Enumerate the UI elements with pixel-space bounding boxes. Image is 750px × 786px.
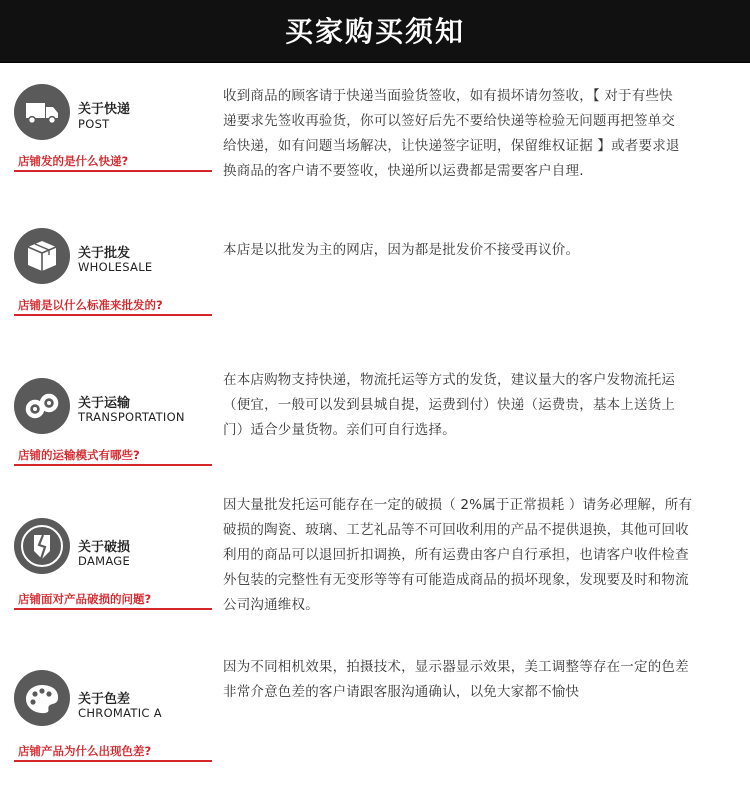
- section-question: 店铺面对产品破损的问题?: [18, 592, 152, 606]
- section-title-en: TRANSPORTATION: [78, 410, 185, 424]
- red-divider: [14, 314, 212, 316]
- section-question: 店铺发的是什么快递?: [18, 154, 129, 168]
- truck-icon: [14, 84, 70, 140]
- broken-shield-icon: [14, 518, 70, 574]
- section-title-en: WHOLESALE: [78, 260, 153, 274]
- section-description: 因大量批发托运可能存在一定的破损（ 2%属于正常损耗 ）请务必理解，所有 破损的陶瓷、玻璃、工艺礼品等不可回收利用的产品不提供退换，其他可回收 利用的商品可以退回折扣调换，所有运费由客户自行承担，也请客户收件检查 外包装的完整性有无变形等等有可能造成商品的损坏现象，发现要及时和物流 公司沟通维权。: [223, 497, 693, 613]
- red-divider: [14, 608, 212, 610]
- section-title-en: POST: [78, 117, 110, 131]
- section-title-cn: 关于批发: [78, 246, 131, 261]
- section-question: 店铺的运输模式有哪些?: [18, 448, 140, 462]
- red-divider: [14, 170, 212, 172]
- transport-link-icon: [14, 378, 70, 434]
- section-title-cn: 关于快递: [78, 102, 131, 117]
- page-title: 买家购买须知: [284, 15, 465, 48]
- section-description: 在本店购物支持快递，物流托运等方式的发货，建议量大的客户发物流托运 （便宜，一般可以发到县城自提，运费到付）快递（运费贵，基本上送货上 门）适合少量货物。亲们可自行选择。: [223, 372, 676, 438]
- section-title-cn: 关于运输: [78, 396, 131, 411]
- box-icon: [14, 228, 70, 284]
- section-title-cn: 关于色差: [78, 692, 131, 707]
- section-title-cn: 关于破损: [78, 540, 131, 555]
- header-banner: [0, 0, 750, 63]
- section-question: 店铺产品为什么出现色差?: [18, 744, 152, 758]
- section-description: 因为不同相机效果，拍摄技术，显示器显示效果，美工调整等存在一定的色差 非常介意色差的客户请跟客服沟通确认，以免大家都不愉快: [223, 659, 689, 700]
- section-description: 收到商品的顾客请于快递当面验货签收，如有损坏请勿签收，【 对于有些快 递要求先签收再验货，你可以签好后先不要给快递等检验无问题再把签单交 给快递，如有问题当场解决，让快递签字证明，保留维权证据 】或者要求退 换商品的客户请不要签收，快递所以运费都是需要客户自理.: [223, 88, 680, 179]
- section-title-en: CHROMATIC A: [78, 706, 162, 720]
- section-title-en: DAMAGE: [78, 554, 131, 568]
- red-divider: [14, 760, 212, 762]
- palette-icon: [14, 670, 70, 726]
- section-question: 店铺是以什么标准来批发的?: [18, 298, 163, 312]
- section-description: 本店是以批发为主的网店，因为都是批发价不接受再议价。: [223, 242, 580, 258]
- red-divider: [14, 464, 212, 466]
